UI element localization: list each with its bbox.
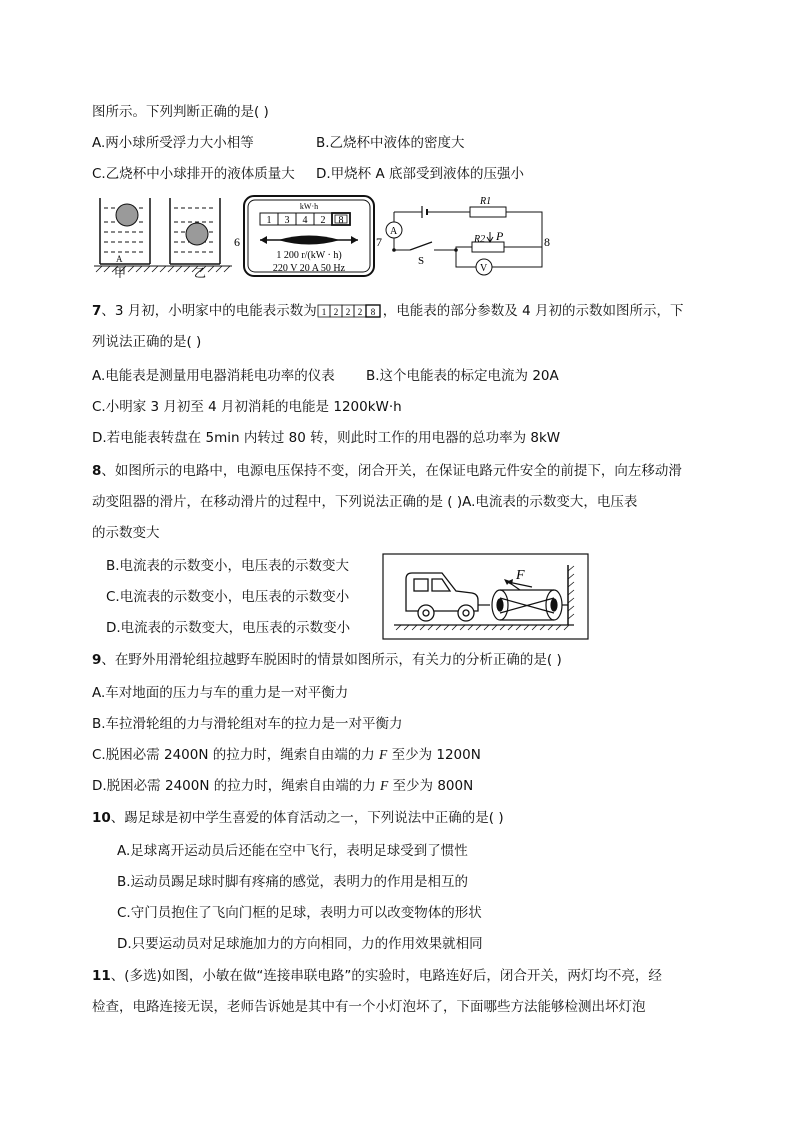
inline-digit-1: 1 xyxy=(321,307,327,317)
q7-option-c: C.小明家 3 月初至 4 月初消耗的电能是 1200kW·h xyxy=(92,399,402,415)
q8-stem-line1 xyxy=(92,462,682,480)
force-f-label: F xyxy=(516,568,525,583)
q7-option-a: A.电能表是测量用电器消耗电功率的仪表 xyxy=(92,368,335,384)
q9-option-d-post: 至少为 800N xyxy=(388,778,474,794)
q9-option-c xyxy=(92,746,481,764)
inline-meter-reading xyxy=(317,304,383,318)
slider-p-label: P xyxy=(496,229,504,243)
q9-option-c-f: F xyxy=(379,747,388,762)
voltmeter-label: V xyxy=(480,263,488,274)
q9-option-b: B.车拉滑轮组的力与滑轮组对车的拉力是一对平衡力 xyxy=(92,716,403,732)
meter-digit-3: 4 xyxy=(302,215,308,226)
ball-left xyxy=(116,204,138,226)
inline-digit-4: 2 xyxy=(357,307,363,317)
q7-option-d: D.若电能表转盘在 5min 内转过 80 转，则此时工作的用电器的总功率为 8kW xyxy=(92,430,561,446)
q8-stem-line3: 的示数变大 xyxy=(92,525,160,541)
q8-option-c: C.电流表的示数变小，电压表的示数变小 xyxy=(106,589,350,605)
meter-rate: 1 200 r/(kW · h) xyxy=(276,250,342,261)
q7-number: 7 xyxy=(92,303,102,319)
svg-text:A: A xyxy=(116,254,123,264)
meter-spec: 220 V 20 A 50 Hz xyxy=(272,263,346,274)
q9-option-d-f: F xyxy=(380,778,389,793)
meter-digit-2: 3 xyxy=(284,215,290,226)
q6-option-b: B.乙烧杯中液体的密度大 xyxy=(316,135,465,151)
car xyxy=(406,573,478,621)
energy-meter-figure xyxy=(244,196,374,276)
meter-unit: kW·h xyxy=(299,202,319,211)
q11-number: 11 xyxy=(92,968,111,984)
q6-stem-tail: 图所示。下列判断正确的是( ) xyxy=(92,104,269,120)
q10-stem-text: 、踢足球是初中学生喜爱的体育活动之一，下列说法中正确的是( ) xyxy=(110,810,504,826)
figures-row xyxy=(92,192,562,278)
resistor-r2-label: R2 xyxy=(474,234,486,245)
q7-stem-b: ，电能表的部分参数及 4 月初的示数如图所示，下 xyxy=(382,303,684,319)
switch-s-label: S xyxy=(418,255,425,267)
q9-stem-text: 、在野外用滑轮组拉越野车脱困时的情景如图所示，有关力的分析正确的是( ) xyxy=(101,652,562,668)
figure-number-8: 8 xyxy=(544,235,550,249)
q7-stem-line2: 列说法正确的是( ) xyxy=(92,334,202,350)
beaker-left-figure xyxy=(100,198,150,264)
pulley-system xyxy=(478,581,568,620)
inline-digit-2: 2 xyxy=(333,307,339,317)
meter-digit-1: 1 xyxy=(266,215,272,226)
meter-rotor-disk xyxy=(278,236,340,245)
beaker-right-figure xyxy=(170,198,220,264)
meter-digit-4: 2 xyxy=(320,215,326,226)
q10-stem xyxy=(92,809,504,827)
q9-option-d xyxy=(92,777,473,795)
beaker-left-label: 甲 xyxy=(114,266,127,278)
q9-option-a: A.车对地面的压力与车的重力是一对平衡力 xyxy=(92,685,349,701)
q6-option-c: C.乙烧杯中小球排开的液体质量大 xyxy=(92,166,295,182)
q8-stem-line2: 动变阻器的滑片，在移动滑片的过程中，下列说法正确的是 ( )A.电流表的示数变大，电压表 xyxy=(92,494,638,510)
q7-stem-a: 、3 月初，小明家中的电能表示数为 xyxy=(101,303,317,319)
ammeter-label: A xyxy=(390,226,398,237)
q11-stem-line1 xyxy=(92,967,662,985)
q9-number: 9 xyxy=(92,652,102,668)
q8-stem-1: 、如图所示的电路中，电源电压保持不变，闭合开关，在保证电路元件安全的前提下，向左移动滑 xyxy=(101,463,682,479)
ball-right xyxy=(186,223,208,245)
q10-number: 10 xyxy=(92,810,111,826)
meter-digit-5: 8 xyxy=(338,215,344,226)
figure-number-7: 7 xyxy=(376,235,382,249)
figure-number-6: 6 xyxy=(234,235,240,249)
q9-option-d-pre: D.脱困必需 2400N 的拉力时，绳索自由端的力 xyxy=(92,778,381,794)
q11-stem-1: 、(多选)如图，小敏在做“连接串联电路”的实验时，电路连好后，闭合开关，两灯均不亮，经 xyxy=(110,968,662,984)
q10-option-b: B.运动员踢足球时脚有疼痛的感觉，表明力的作用是相互的 xyxy=(117,874,469,890)
q7-option-b: B.这个电能表的标定电流为 20A xyxy=(366,368,559,384)
q8-option-d: D.电流表的示数变大，电压表的示数变小 xyxy=(106,620,351,636)
inline-digit-5: 8 xyxy=(370,307,376,317)
q11-stem-line2: 检查，电路连接无误，老师告诉她是其中有一个小灯泡坏了，下面哪些方法能够检测出坏灯泡 xyxy=(92,999,646,1015)
q7-stem-line1 xyxy=(92,302,683,320)
inline-digit-3: 2 xyxy=(345,307,351,317)
q9-option-c-pre: C.脱困必需 2400N 的拉力时，绳索自由端的力 xyxy=(92,747,380,763)
q8-option-b: B.电流表的示数变小，电压表的示数变大 xyxy=(106,558,350,574)
q6-option-d: D.甲烧杯 A 底部受到液体的压强小 xyxy=(316,166,525,182)
beaker-right-label: 乙 xyxy=(194,266,207,278)
q9-option-c-post: 至少为 1200N xyxy=(387,747,481,763)
q10-option-d: D.只要运动员对足球施加力的方向相同，力的作用效果就相同 xyxy=(117,936,483,952)
circuit-figure xyxy=(386,206,542,275)
q10-option-a: A.足球离开运动员后还能在空中飞行，表明足球受到了惯性 xyxy=(117,843,468,859)
q6-option-a: A.两小球所受浮力大小相等 xyxy=(92,135,254,151)
car-pulley-figure xyxy=(382,553,590,641)
q8-number: 8 xyxy=(92,463,102,479)
resistor-r1-label: R1 xyxy=(480,196,492,207)
q9-stem xyxy=(92,651,562,669)
q10-option-c: C.守门员抱住了飞向门框的足球，表明力可以改变物体的形状 xyxy=(117,905,482,921)
